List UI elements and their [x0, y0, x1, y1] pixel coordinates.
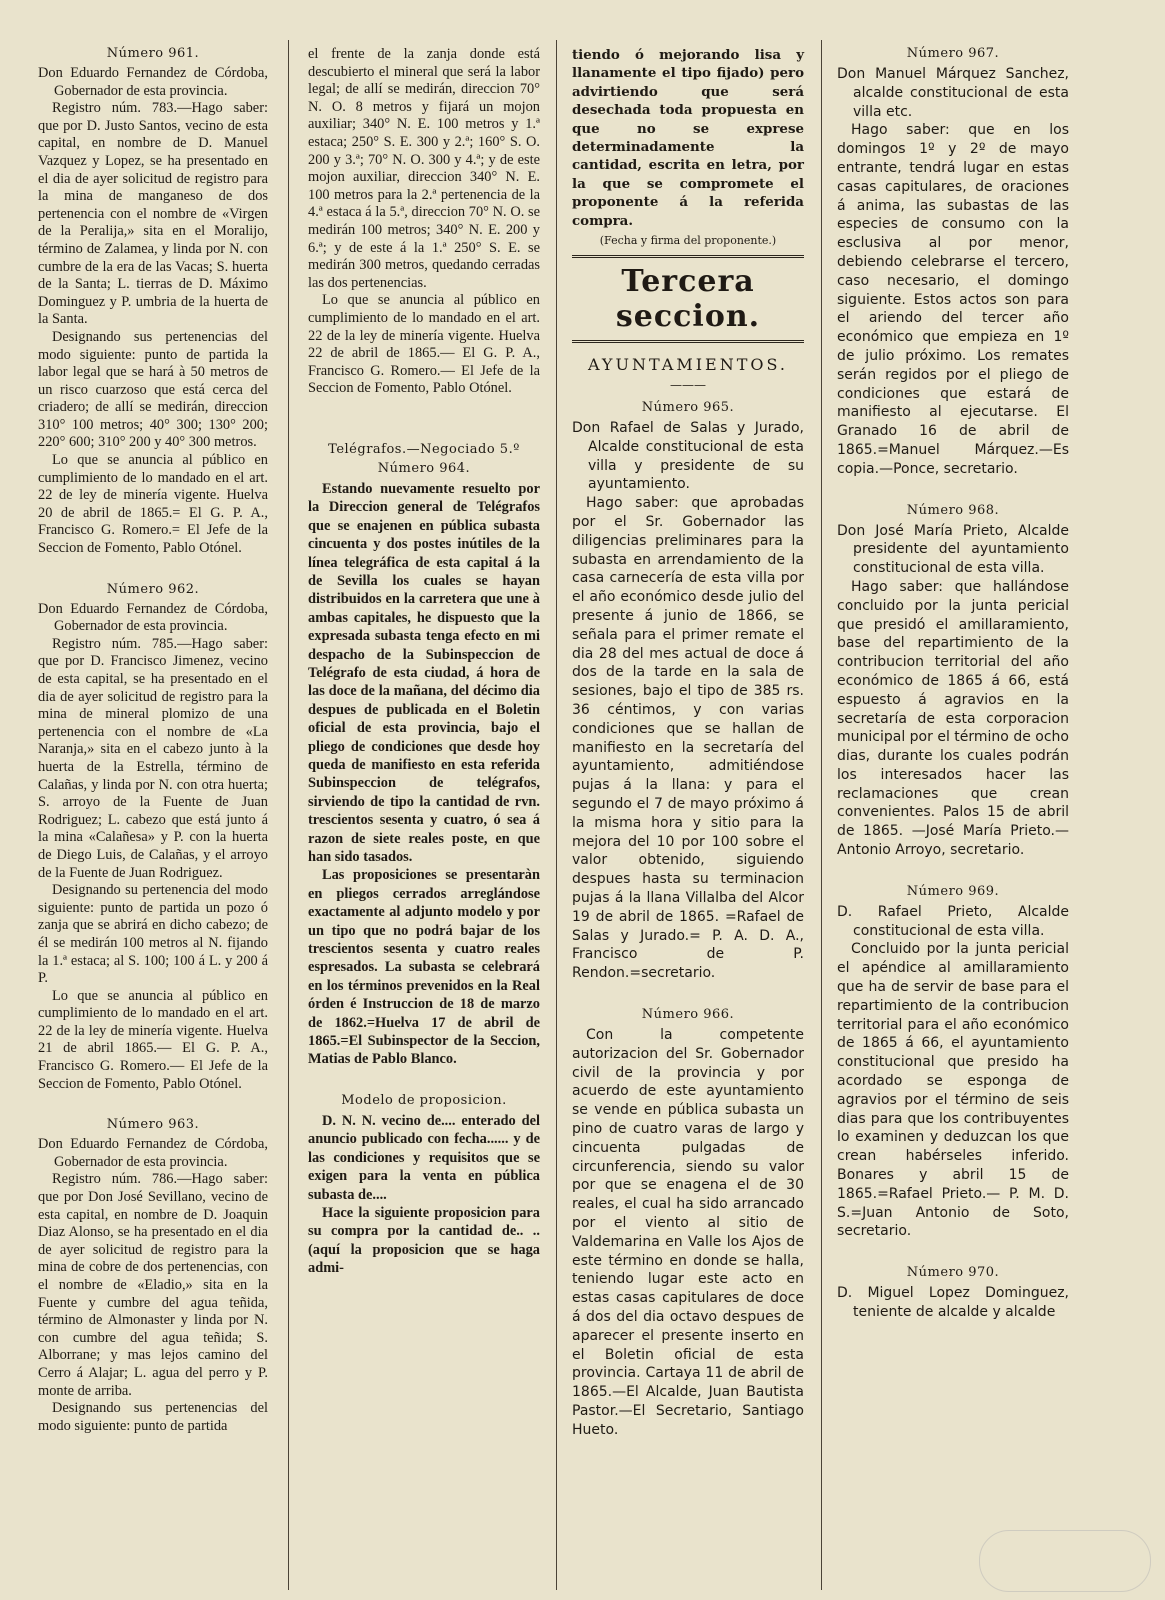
notice-body: Hago saber: que aprobadas por el Sr. Gobernador las diligencias preliminares para la subasta en arrendamiento de la casa carnecería de esta villa por el año económico desde julio del presente á junio de 1866, se señala para el primer remate el dia 28 del mes actual de doce á dos de la tarde en la sala de sesiones, bajo el tipo de 385 rs. 36 céntimos, y con varias condiciones que se hallan de manifiesto en la secretaría del ayuntamiento, admitiéndose pujas á la llana: y para el segundo el 7 de mayo próximo á la misma hora y sitio para la mejora del 10 por 100 sobre el valor obtenido, siguiendo despues hasta su terminacion pujas á la llana Villalba del Alcor 19 de abril de 1865. =Rafael de Salas y Jurado.= P. A. D. A., Francisco de P. Rendon.=secretario. — [572, 495, 804, 982]
notice-separator — [572, 983, 804, 1007]
modelo-title: Modelo de proposicion. — [341, 1092, 507, 1108]
column-rule — [556, 40, 557, 1590]
notice-body: Registro núm. 785.—Hago saber: que por D. Francisco Jimenez, vecino de esta capital, se ha presentado en el dia de ayer solicitud de registro para la mina de mineral plomizo de una pertenencia con el nombre de «La Naranja,» sita en el cabezo junto à la huerta de la Estrella, término de Calañas, y linda por N. con otra huerta; S. arroyo de la Fuente de Juan Rodriguez; L. cabezo que está junto á la mina «Calañesa» y P. con la huerta de Diego Luis, de Calañas, y el arroyo de la Fuente de Juan Rodriguez. — [38, 635, 268, 881]
notice-body: tiendo ó mejorando lisa y llanamente el tipo fijado) pero advirtiendo que será desechada toda propuesta en que no se exprese determinadamente la cantidad, escrita en letra, por la que se compromete el proponente á la referida compra. — [572, 47, 804, 229]
notice-header: Don José María Prieto, Alcalde presidente del ayuntamiento constitucional de esta villa. — [837, 522, 1069, 577]
notice-body: Concluido por la junta pericial el apéndice al amillaramiento que ha de servir de base para el repartimiento de la contribucion territorial para el año económico de 1865 á 66, el ayuntamiento constitucional que presido ha acordado se esponga de agravios por el término de seis dias para que los contribuyentes lo examinen y deduzcan los que crean habérseles inferido. Bonares y abril 15 de 1865.=Rafael Prieto.— P. M. D. S.=Juan Antonio de Soto, secretario. — [837, 941, 1069, 1240]
notice-separator — [837, 860, 1069, 884]
section-label-telegrafos: Telégrafos.—Negociado 5.º — [328, 441, 520, 457]
notice-number: Número 969. — [906, 883, 1000, 899]
notice-header: Don Eduardo Fernandez de Córdoba, Gobernador de esta provincia. — [38, 1136, 268, 1170]
notice-body: Registro núm. 786.—Hago saber: que por Don José Sevillano, vecino de esta capital, en nombre de D. Joaquin Diaz Alonso, se ha presentado en el dia de ayer solicitud de registro para la mina de cobre de dos pertenencias, con el nombre de «Eladio,» sita en la Fuente y cumbre del agua teñida, término de Almonaster y linda por N. con cumbre del agua teñida; S. Alborrane; y mas lejos camino del Cerro á Alajar; L. agua del perro y P. monte de arriba. — [38, 1171, 268, 1399]
notice-number: Número 965. — [641, 400, 735, 416]
notice-body: el frente de la zanja donde está descubierto el mineral que será la labor legal; de allí se medirán, direccion 70° N. O. 8 metros y fijará un mojon auxiliar; 340° N. E. 100 metros y 1.ª estaca; 250° S. E. 300 y 2.ª; 160° S. O. 200 y 3.ª; 70° N. O. 300 y 4.ª; y de este mojon auxiliar, direccion 340° N. E. 100 metros para la 2.ª pertenencia de la 4.ª estaca á la 5.ª, direccion 70° N. O. se medirán 100 metros; 340° N. E. 200 y 6.ª; y de este á la 1.ª 250° S. E. se medirán 300 metros, quedando cerradas las dos pertenencias. — [308, 46, 540, 291]
notice-separator — [308, 1069, 540, 1093]
notice-separator — [837, 479, 1069, 503]
notice-body: Designando sus pertenencias del modo siguiente: punto de partida — [38, 1400, 268, 1434]
notice-number: Número 963. — [106, 1117, 200, 1133]
notice-header: D. Rafael Prieto, Alcalde constitucional de esta villa. — [837, 903, 1069, 939]
notice-body: Las proposiciones se presentaràn en pliegos cerrados arreglándose exactamente al adjunto modelo y por un tipo que no podrá bajar de los trescientos sesenta y cuatro reales espresados. La subasta se celebrará en los términos prevenidos en la Real órden é Instruccion de 18 de marzo de 1862.=Huelva 17 de abril de 1865.=El Subinspector de la Seccion, Matias de Pablo Blanco. — [308, 867, 540, 1068]
notice-number: Número 966. — [641, 1006, 735, 1022]
column-rule — [821, 40, 822, 1590]
notice-body: Con la competente autorizacion del Sr. Gobernador civil de la provincia y por acuerdo de este ayuntamiento se vende en pública subasta un pino de cuatro varas de largo y cincuenta pulgadas de circunferencia, siendo su valor por que se enagena el de 30 reales, el cual ha sido arrancado por el viento al sitio de Valdemarina en Valle los Ajos de este término en donde se halla, teniendo lugar este acto en estas casas capitulares de doce á dos del dia octavo despues de aparecer el presente inserto en el Boletin oficial de esta provincia. Cartaya 11 de abril de 1865.—El Alcalde, Juan Bautista Pastor.—El Secretario, Santiago Hueto. — [572, 1026, 804, 1438]
notice-body: D. N. N. vecino de.... enterado del anuncio publicado con fecha...... y de las condiciones y requisitos que se exigen para la venta en pública subasta de.... — [308, 1112, 540, 1203]
notice-number: Número 970. — [906, 1265, 1000, 1281]
subsection-heading: AYUNTAMIENTOS. — [588, 355, 788, 375]
column-4 — [835, 46, 1071, 1600]
notice-header: Don Eduardo Fernandez de Córdoba, Gobernador de esta provincia. — [38, 65, 268, 99]
notice-body: Hace la siguiente proposicion para su compra por la cantidad de.. .. (aquí la proposicion que se haga admi- — [308, 1204, 540, 1277]
notice-separator — [38, 558, 268, 582]
notice-body: Lo que se anuncia al público en cumplimiento de lo mandado en el art. 22 de la ley de minería vigente. Huelva 22 de abril de 1865.— El G. P. A., Francisco G. Romero.— El Jefe de la Seccion de Fomento, Pablo Otónel. — [308, 292, 540, 397]
notice-number: Número 968. — [906, 502, 1000, 518]
notice-body: Lo que se anuncia al público en cumplimiento de lo mandado en el art. 22 de la ley de minería vigente. Huelva 21 de abril 1865.— El G. P. A., Francisco G. Romero.— El Jefe de la Seccion de Fomento, Pablo Otónel. — [38, 987, 268, 1092]
notice-number: Número 962. — [106, 581, 200, 597]
column-2 — [306, 46, 542, 1600]
notice-body: Hago saber: que en los domingos 1º y 2º de mayo entrante, tendrá lugar en estas casas capitulares, de oraciones á anima, las subastas de las especies de consumo con la esclusiva al por menor, debiendo celebrarse el tercero, caso necesario, el domingo siguiente. Estos actos son para el ariendo del tercer año económico que empieza en 1º de julio próximo. Los remates serán regidos por el pliego de condiciones que estará de manifiesto al ejecutarse. El Granado 16 de abril de 1865.=Manuel Márquez.—Es copia.—Ponce, secretario. — [837, 122, 1069, 477]
notice-header: Don Manuel Márquez Sanchez, alcalde constitucional de esta villa etc. — [837, 66, 1069, 120]
notice-body: Designando su pertenencia del modo siguiente: punto de partida un pozo ó zanja que se abrirá en dicho cabezo; de él se medirán 100 metros al N. fijando la 1.ª estaca; al S. 100; 100 á L. y 200 á P. — [38, 882, 268, 987]
notice-number: Número 964. — [377, 460, 471, 476]
notice-header: Don Rafael de Salas y Jurado, Alcalde constitucional de esta villa y presidente de su ayuntamiento. — [572, 420, 804, 493]
notice-header: D. Miguel Lopez Dominguez, teniente de alcalde y alcalde — [837, 1285, 1069, 1321]
notice-separator — [837, 1241, 1069, 1265]
notice-number: Número 961. — [106, 46, 200, 61]
dash-separator: ——— — [670, 378, 706, 393]
signature-note: (Fecha y firma del proponente.) — [599, 234, 777, 248]
notice-header: Don Eduardo Fernandez de Córdoba, Gobernador de esta provincia. — [38, 600, 268, 635]
notice-body: Hago saber: que hallándose concluido por la junta pericial que presidó el amillaramiento, base del repartimiento de la contribucion territorial del año económico de 1865 á 66, está espuesto á agravios en la secretaría de esta corporacion municipal por el término de ocho dias, durante los cuales podrán los interesados hacer las reclamaciones que crean convenientes. Palos 15 de abril de 1865. —José María Prieto.—Antonio Arroyo, secretario. — [837, 578, 1069, 859]
notice-separator — [308, 398, 540, 442]
notice-body: Designando sus pertenencias del modo siguiente: punto de partida la labor legal que se hará à 50 metros de un risco cuarzoso que está cerca del criadero; de allí se medirán, direccion 310° 100 metros; 40° 300; 130° 200; 220° 600; 310° 200 y 40° 300 metros. — [38, 328, 268, 451]
column-1 — [36, 46, 270, 1600]
watermark-stamp — [979, 1530, 1151, 1592]
notice-body: Lo que se anuncia al público en cumplimiento de lo mandado en el art. 22 de ley de minería vigente. Huelva 20 de abril de 1865.= El G. P. A., Francisco G. Romero.= El Jefe de la Seccion de Fomento, Pablo Otónel. — [38, 452, 268, 557]
notice-separator — [38, 1093, 268, 1117]
column-rule — [288, 40, 289, 1590]
notice-body: Registro núm. 783.—Hago saber: que por D. Justo Santos, vecino de esta capital, en nombre de D. Manuel Vazquez y Lopez, se ha presentado en el dia de ayer solicitud de registro para la mina de manganeso de dos pertenencia con el nombre de «Virgen de la Peralija,» sita en el Moralijo, término de Zalamea, y linda por N. con cumbre de la era de las Vacas; S. huerta de la Santa; L. tierras de D. Máximo Dominguez y P. umbria de la huerta de la Santa. — [38, 100, 268, 328]
notice-number: Número 967. — [906, 46, 1000, 61]
column-3 — [570, 46, 806, 1600]
notice-body: Estando nuevamente resuelto por la Direccion general de Telégrafos que se enajenen en pública subasta cincuenta y dos postes inútiles de la línea telegráfica de esta capital á la de Sevilla los cuales se hayan distribuidos en la carretera que une à ambas capitales, he dispuesto que la expresada subasta tenga efecto en mi despacho de la Subinspeccion de Telégrafo de esta ciudad, á hora de las doce de la mañana, del décimo dia despues de publicada en el Boletin oficial de esta provincia, bajo el pliego de condiciones que desde hoy queda de manifiesto en esta referida Subinspeccion de telégrafos, sirviendo de tipo la cantidad de rvn. trescientos sesenta y cuatro, ó sea á razon de siete reales poste, en que han sido tasados. — [308, 480, 540, 865]
section-heading: Tercera seccion. — [572, 255, 804, 343]
